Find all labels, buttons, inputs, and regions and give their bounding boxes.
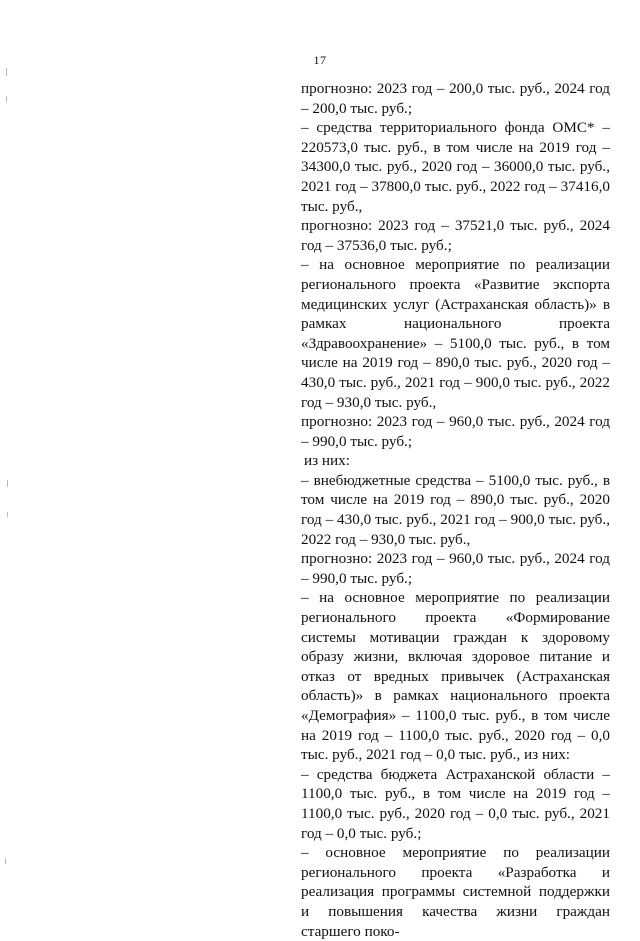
paragraph: прогнозно: 2023 год – 37521,0 тыс. руб., 2024 год – 37536,0 тыс. руб.; bbox=[301, 217, 610, 254]
body-text bbox=[301, 79, 610, 941]
scan-artifact bbox=[5, 858, 6, 864]
paragraph: прогнозно: 2023 год – 960,0 тыс. руб., 2024 год – 990,0 тыс. руб.; bbox=[301, 413, 610, 450]
paragraph: – средства бюджета Астраханской области – 1100,0 тыс. руб., в том числе на 2019 год – 1100,0 тыс. руб., 2020 год – 0,0 тыс. руб., 2021 год – 0,0 тыс. руб.; bbox=[301, 765, 610, 842]
paragraph: прогнозно: 2023 год – 200,0 тыс. руб., 2024 год – 200,0 тыс. руб.; bbox=[301, 80, 610, 117]
scan-artifact bbox=[6, 96, 7, 102]
paragraph: – внебюджетные средства – 5100,0 тыс. руб., в том числе на 2019 год – 890,0 тыс. руб., 2020 год – 430,0 тыс. руб., 2021 год – 900,0 тыс. руб., 2022 год – 930,0 тыс. руб., bbox=[301, 471, 610, 548]
scan-artifact bbox=[6, 68, 7, 76]
paragraph: из них: bbox=[304, 452, 350, 470]
scan-artifact bbox=[7, 480, 8, 487]
paragraph: – на основное мероприятие по реализации регионального проекта «Развитие экспорта медицинских услуг (Астраханская область)» в рамках национального проекта «Здравоохранение» – 5100,0 тыс. руб., в том числе на 2019 год – 890,0 тыс. руб., 2020 год – 430,0 тыс. руб., 2021 год – 900,0 тыс. руб., 2022 год – 930,0 тыс. руб., bbox=[301, 256, 610, 411]
page-number: 17 bbox=[313, 53, 327, 67]
paragraph: прогнозно: 2023 год – 960,0 тыс. руб., 2024 год – 990,0 тыс. руб.; bbox=[301, 550, 610, 587]
paragraph: – основное мероприятие по реализации регионального проекта «Разработка и реализация программы системной поддержки и повышения качества жизни граждан старшего поко- bbox=[301, 844, 610, 940]
scan-artifact bbox=[7, 512, 8, 517]
paragraph: – средства территориального фонда ОМС* – 220573,0 тыс. руб., в том числе на 2019 год – 34300,0 тыс. руб., 2020 год – 36000,0 тыс. руб., 2021 год – 37800,0 тыс. руб., 2022 год – 37416,0 тыс. руб., bbox=[301, 119, 610, 215]
paragraph: – на основное мероприятие по реализации регионального проекта «Формирование системы мотивации граждан к здоровому образу жизни, включая здоровое питание и отказ от вредных привычек (Астраханская область)» в рамках национального проекта «Демография» – 1100,0 тыс. руб., в том числе на 2019 год – 1100,0 тыс. руб., 2020 год – 0,0 тыс. руб., 2021 год – 0,0 тыс. руб., из них: bbox=[301, 589, 610, 764]
